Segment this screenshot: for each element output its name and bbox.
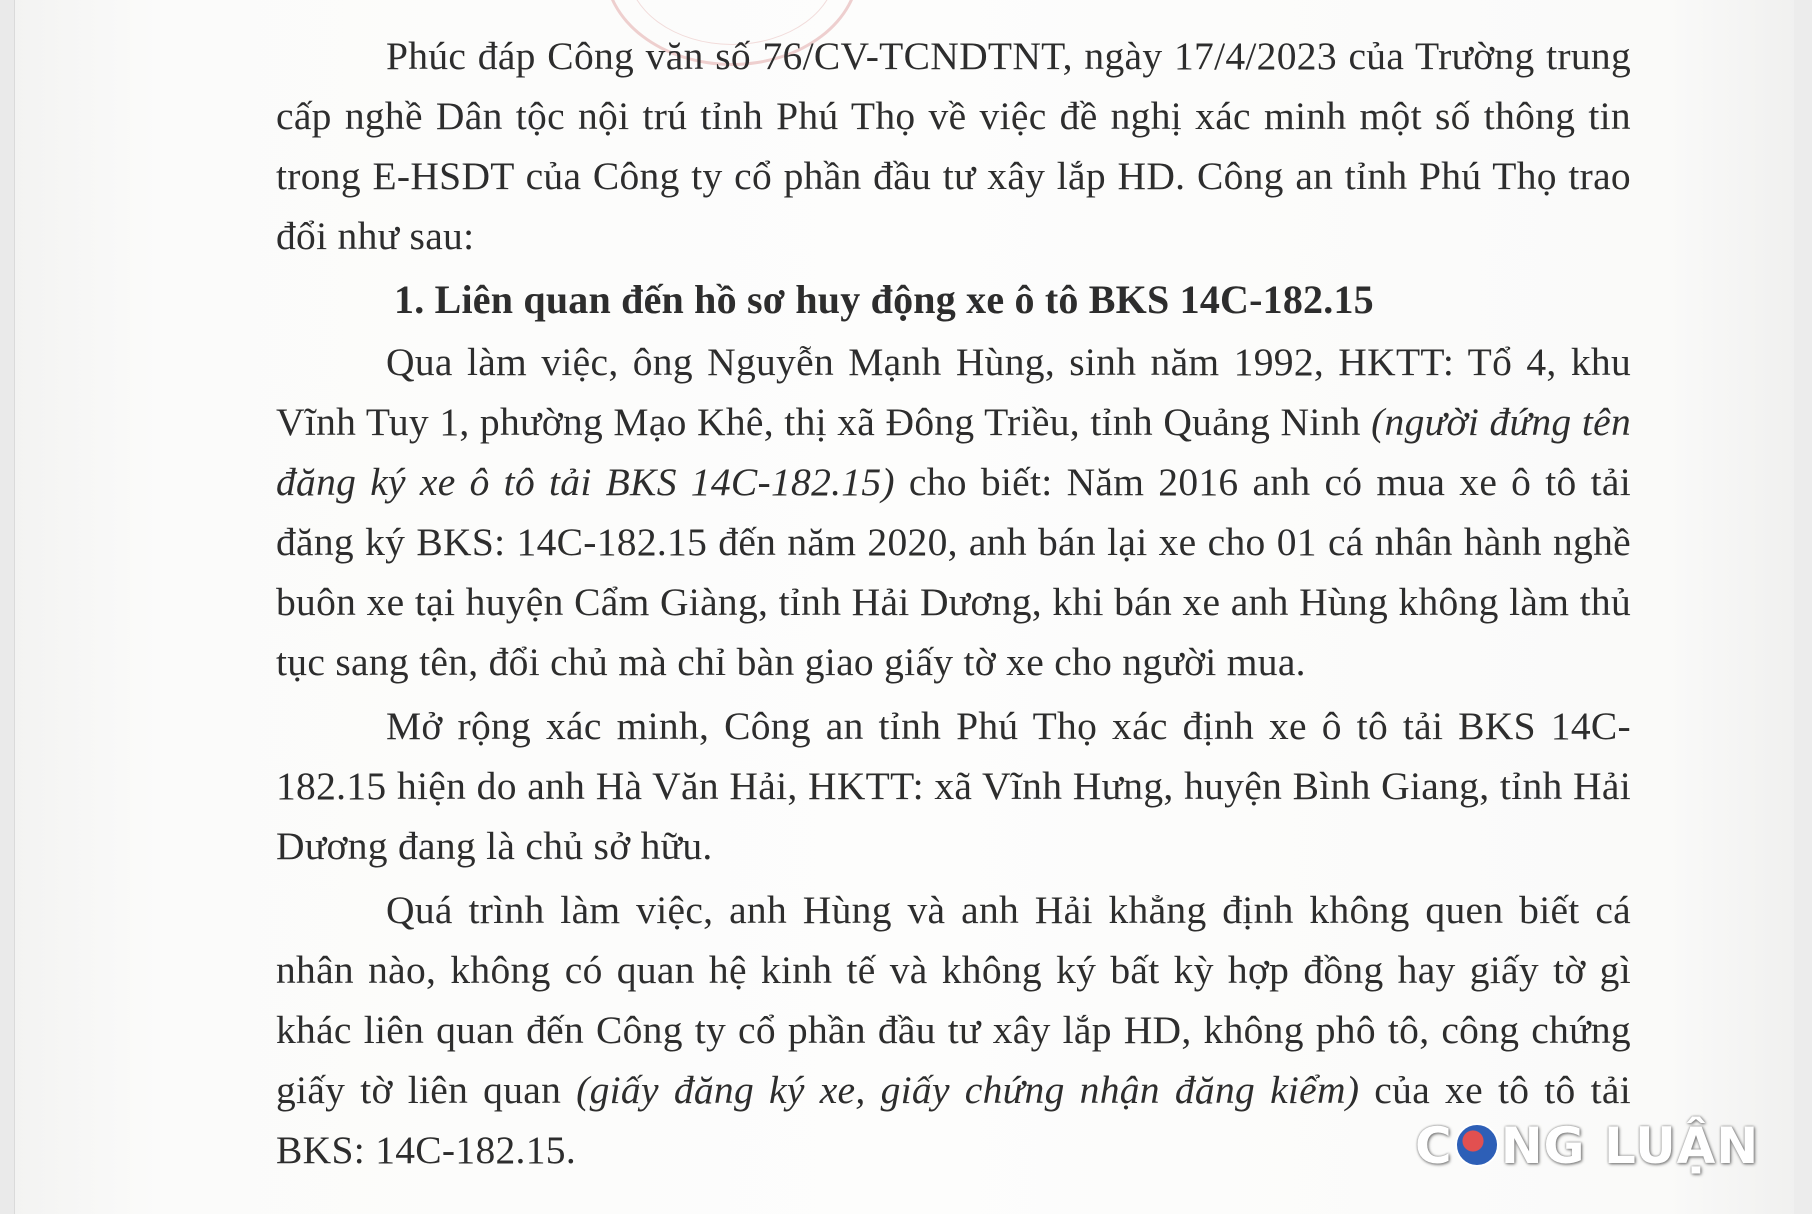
paragraph-3-text-end: của xe tô tô tải BKS: 14C-182.15. [276, 1068, 1631, 1172]
cong-luan-watermark-logo [1415, 1117, 1759, 1181]
paragraph-1-italic-note: (người đứng tên đăng ký xe ô tô tải BKS 14C-182.15) [276, 400, 1631, 504]
globe-icon [1455, 1123, 1499, 1167]
page-right-edge [1794, 0, 1812, 1214]
paragraph-1 [276, 332, 1631, 692]
paragraph-2: Mở rộng xác minh, Công an tỉnh Phú Thọ xác định xe ô tô tải BKS 14C-182.15 hiện do anh Hà Văn Hải, HKTT: xã Vĩnh Hưng, huyện Bình Giang, tỉnh Hải Dương đang là chủ sở hữu. [276, 704, 1631, 868]
page-left-edge [0, 0, 15, 1214]
document-body [276, 26, 1631, 1182]
watermark-text-2: NG LUẬN [1500, 1117, 1760, 1175]
paragraph-3-italic-note: (giấy đăng ký xe, giấy chứng nhận đăng kiểm) [576, 1068, 1360, 1112]
watermark-text-1: C [1415, 1117, 1453, 1175]
paragraph-1-text-end: cho biết: Năm 2016 anh có mua xe ô tô tải đăng ký BKS: 14C-182.15 đến năm 2020, anh bán lại xe cho 01 cá nhân hành nghề buôn xe tại huyện Cẩm Giàng, tỉnh Hải Dương, khi bán xe anh Hùng không làm thủ tục sang tên, đổi chủ mà chỉ bàn giao giấy tờ xe cho người mua. [276, 460, 1631, 684]
intro-paragraph: Phúc đáp Công văn số 76/CV-TCNDTNT, ngày 17/4/2023 của Trường trung cấp nghề Dân tộc nội trú tỉnh Phú Thọ về việc đề nghị xác minh một số thông tin trong E-HSDT của Công ty cổ phần đầu tư xây lắp HD. Công an tỉnh Phú Thọ trao đổi như sau: [276, 34, 1631, 258]
document-page [14, 0, 1812, 1214]
paragraph-1-text-start: Qua làm việc, ông Nguyễn Mạnh Hùng, sinh năm 1992, HKTT: Tổ 4, khu Vĩnh Tuy 1, phường Mạo Khê, thị xã Đông Triều, tỉnh Quảng Ninh [276, 340, 1631, 444]
section-1-heading: 1. Liên quan đến hồ sơ huy động xe ô tô BKS 14C-182.15 [394, 277, 1374, 322]
paragraph-3-text-start: Quá trình làm việc, anh Hùng và anh Hải khẳng định không quen biết cá nhân nào, không có quan hệ kinh tế và không ký bất kỳ hợp đồng hay giấy tờ gì khác liên quan đến Công ty cổ phần đầu tư xây lắp HD, không phô tô, công chứng giấy tờ liên quan [276, 888, 1631, 1112]
